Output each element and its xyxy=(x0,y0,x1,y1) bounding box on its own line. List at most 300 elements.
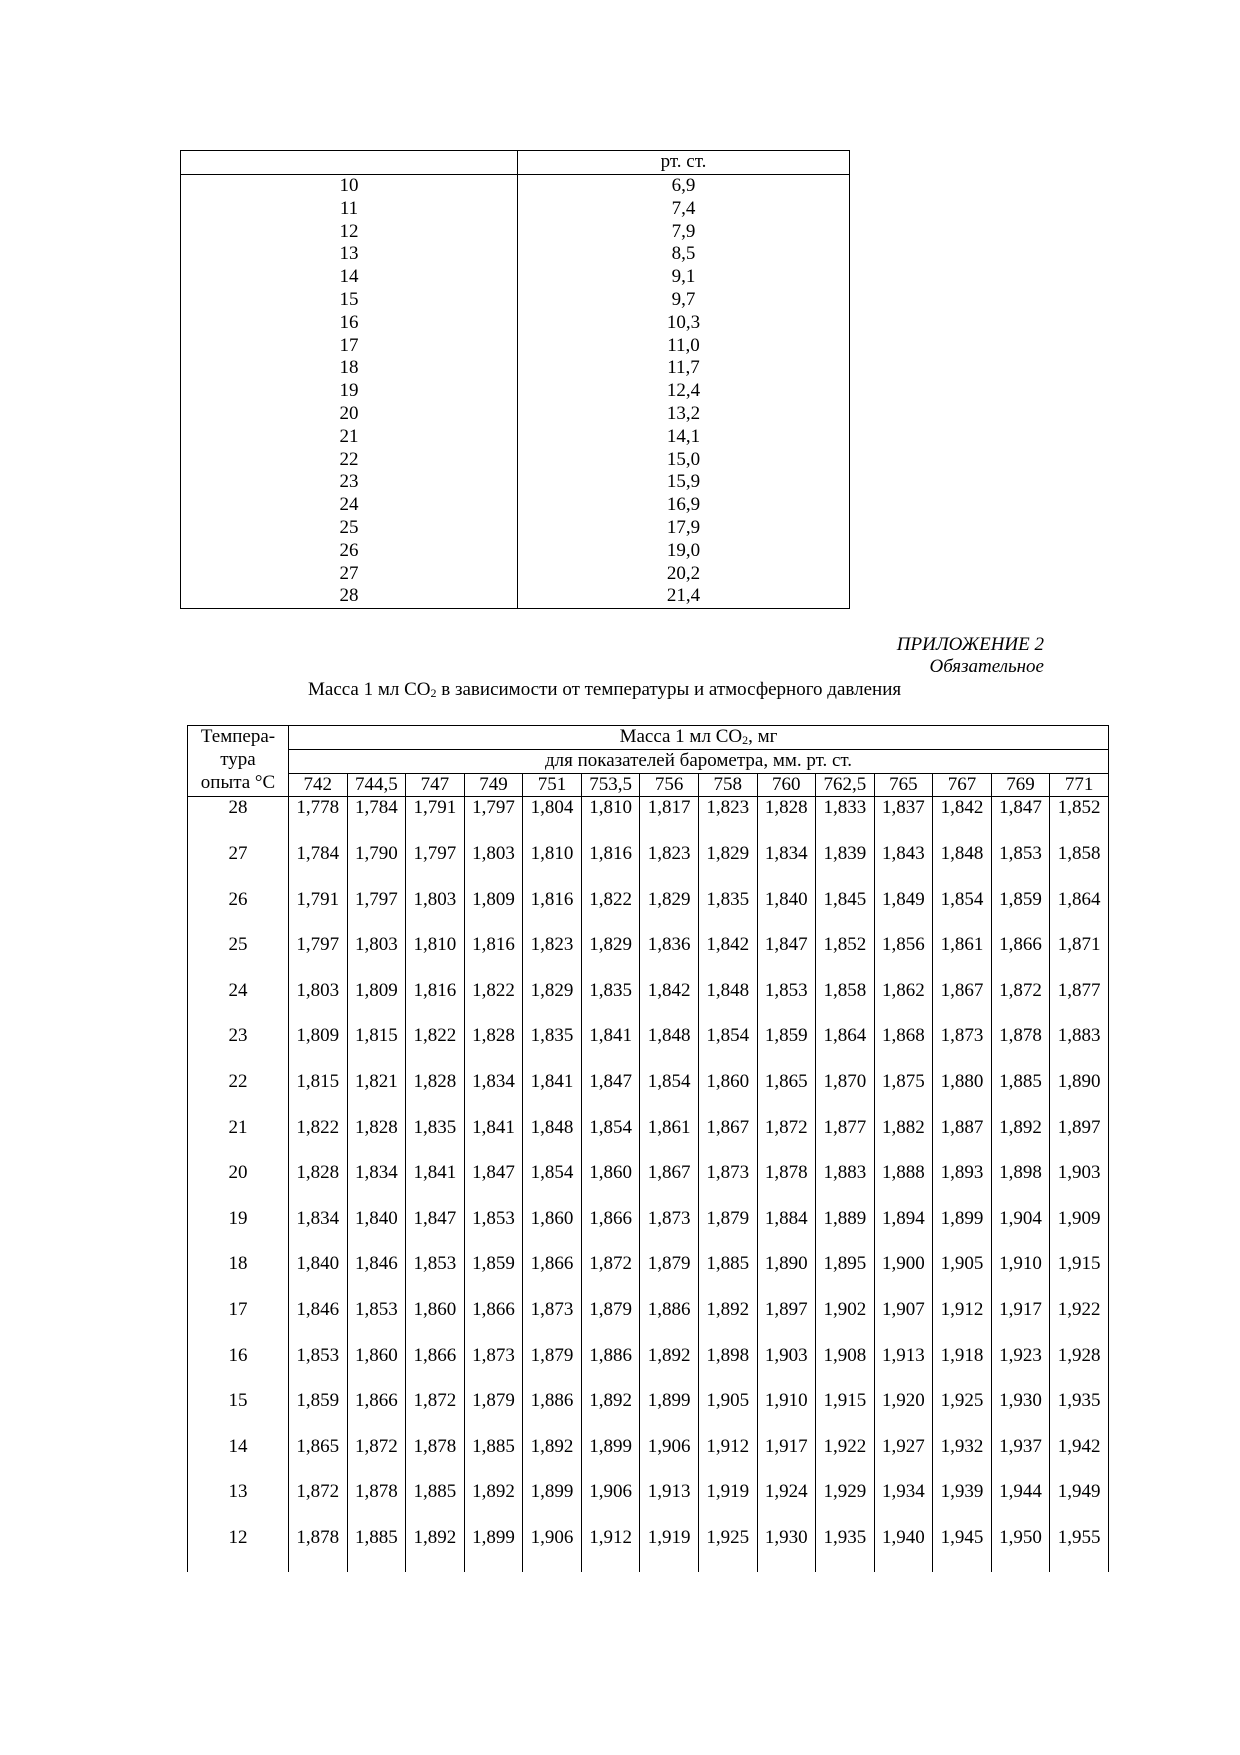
mass-value-cell: 1,879 xyxy=(523,1345,582,1391)
header-line: Темпера- xyxy=(200,726,276,747)
header-line: тура xyxy=(220,748,256,770)
mass-value-cell: 1,849 xyxy=(874,889,933,935)
table-row xyxy=(181,585,850,608)
temperature-cell: 15 xyxy=(188,1390,289,1436)
mass-value-cell: 1,853 xyxy=(464,1208,523,1254)
temperature-header xyxy=(188,726,289,797)
mass-value-cell: 1,861 xyxy=(640,1117,699,1163)
mass-value-cell: 1,845 xyxy=(816,889,875,935)
pressure-value-header: 756 xyxy=(640,773,699,797)
mass-value-cell: 1,865 xyxy=(289,1436,348,1482)
mass-value-cell: 1,829 xyxy=(640,889,699,935)
mass-value-cell: 1,899 xyxy=(933,1208,992,1254)
mass-value-cell: 1,853 xyxy=(991,843,1050,889)
mass-value-cell: 1,895 xyxy=(816,1253,875,1299)
table-row xyxy=(181,243,850,266)
mass-value-cell: 1,828 xyxy=(406,1071,465,1117)
pressure-value-header: 753,5 xyxy=(581,773,640,797)
table-row xyxy=(188,889,1109,935)
table-row xyxy=(188,1436,1109,1482)
mass-value-cell: 1,823 xyxy=(640,843,699,889)
mass-value-cell: 1,835 xyxy=(406,1117,465,1163)
mass-value-cell: 1,816 xyxy=(406,980,465,1026)
mass-value-cell: 1,803 xyxy=(347,934,406,980)
mass-value-cell: 1,872 xyxy=(581,1253,640,1299)
mass-value-cell: 1,892 xyxy=(698,1299,757,1345)
mass-value-cell: 1,885 xyxy=(406,1481,465,1527)
pressure-value-header: 747 xyxy=(406,773,465,797)
mass-value-cell: 1,927 xyxy=(874,1436,933,1482)
mass-value-cell: 1,847 xyxy=(757,934,816,980)
temperature-cell: 19 xyxy=(181,380,518,403)
table-row xyxy=(188,1299,1109,1345)
mass-value-cell: 1,877 xyxy=(1050,980,1109,1026)
mass-value-cell: 1,939 xyxy=(933,1481,992,1527)
mass-value-cell: 1,885 xyxy=(347,1527,406,1573)
mass-value-cell: 1,873 xyxy=(933,1025,992,1071)
table-row xyxy=(181,471,850,494)
temperature-cell: 27 xyxy=(181,563,518,586)
temperature-cell: 13 xyxy=(188,1481,289,1527)
mass-value-cell: 1,920 xyxy=(874,1390,933,1436)
mass-value-cell: 1,854 xyxy=(640,1071,699,1117)
mass-value-cell: 1,784 xyxy=(289,843,348,889)
mass-value-cell: 1,873 xyxy=(640,1208,699,1254)
temperature-cell: 24 xyxy=(188,980,289,1026)
pressure-cell: 12,4 xyxy=(518,380,850,403)
pressure-cell: 20,2 xyxy=(518,563,850,586)
mass-value-cell: 1,853 xyxy=(406,1253,465,1299)
mass-value-cell: 1,829 xyxy=(698,843,757,889)
mass-value-cell: 1,841 xyxy=(464,1117,523,1163)
table-row xyxy=(181,540,850,563)
mass-value-cell: 1,883 xyxy=(816,1162,875,1208)
temperature-cell: 11 xyxy=(181,198,518,221)
table-row xyxy=(188,1117,1109,1163)
mass-value-cell: 1,834 xyxy=(289,1208,348,1254)
mass-value-cell: 1,852 xyxy=(816,934,875,980)
pressure-cell: 10,3 xyxy=(518,312,850,335)
mass-value-cell: 1,864 xyxy=(816,1025,875,1071)
mass-value-cell: 1,889 xyxy=(816,1208,875,1254)
mass-value-cell: 1,949 xyxy=(1050,1481,1109,1527)
mass-value-cell: 1,878 xyxy=(757,1162,816,1208)
mass-value-cell: 1,925 xyxy=(698,1527,757,1573)
mass-value-cell: 1,842 xyxy=(698,934,757,980)
mass-value-cell: 1,867 xyxy=(698,1117,757,1163)
mass-value-cell: 1,872 xyxy=(347,1436,406,1482)
table-header-row xyxy=(188,726,1109,750)
mass-value-cell: 1,866 xyxy=(464,1299,523,1345)
appendix-status: Обязательное xyxy=(929,656,1044,677)
mass-value-cell: 1,906 xyxy=(640,1436,699,1482)
table-row xyxy=(188,1345,1109,1391)
mass-value-cell: 1,897 xyxy=(1050,1117,1109,1163)
mass-value-cell: 1,906 xyxy=(581,1481,640,1527)
mass-value-cell: 1,892 xyxy=(581,1390,640,1436)
title-subscript: 2 xyxy=(430,686,437,700)
temperature-cell: 28 xyxy=(181,585,518,608)
mass-value-cell: 1,848 xyxy=(698,980,757,1026)
temperature-cell: 18 xyxy=(181,357,518,380)
mass-value-cell: 1,837 xyxy=(874,797,933,843)
temperature-cell: 14 xyxy=(181,266,518,289)
mass-value-cell: 1,925 xyxy=(933,1390,992,1436)
mass-value-cell: 1,854 xyxy=(581,1117,640,1163)
mass-value-cell: 1,866 xyxy=(523,1253,582,1299)
temperature-cell: 22 xyxy=(181,449,518,472)
mass-value-cell: 1,934 xyxy=(874,1481,933,1527)
pressure-value-header: 744,5 xyxy=(347,773,406,797)
pressure-value-header: 749 xyxy=(464,773,523,797)
mass-value-cell: 1,848 xyxy=(933,843,992,889)
mass-value-cell: 1,910 xyxy=(757,1390,816,1436)
mass-value-cell: 1,841 xyxy=(406,1162,465,1208)
mass-value-cell: 1,905 xyxy=(698,1390,757,1436)
mass-value-cell: 1,905 xyxy=(933,1253,992,1299)
table-row xyxy=(181,312,850,335)
mass-value-cell: 1,816 xyxy=(581,843,640,889)
pressure-cell: 7,4 xyxy=(518,198,850,221)
pressure-value-header: 760 xyxy=(757,773,816,797)
pressure-cell: 9,1 xyxy=(518,266,850,289)
mass-value-cell: 1,879 xyxy=(464,1390,523,1436)
mass-value-cell: 1,804 xyxy=(523,797,582,843)
pressure-cell: 11,7 xyxy=(518,357,850,380)
temperature-cell: 17 xyxy=(188,1299,289,1345)
mass-value-cell: 1,872 xyxy=(991,980,1050,1026)
mass-header-text: Масса 1 мл CO xyxy=(619,726,743,747)
mass-value-cell: 1,866 xyxy=(406,1345,465,1391)
table-row xyxy=(188,1253,1109,1299)
mass-value-cell: 1,872 xyxy=(406,1390,465,1436)
pressure-cell: 7,9 xyxy=(518,221,850,244)
temperature-cell: 26 xyxy=(188,889,289,935)
mass-value-cell: 1,924 xyxy=(757,1481,816,1527)
pressure-value-header: 758 xyxy=(698,773,757,797)
mass-value-cell: 1,833 xyxy=(816,797,875,843)
pressure-cell: 8,5 xyxy=(518,243,850,266)
vapor-pressure-table xyxy=(180,150,850,609)
temperature-cell: 16 xyxy=(188,1345,289,1391)
mass-value-cell: 1,829 xyxy=(523,980,582,1026)
table-row xyxy=(181,494,850,517)
mass-value-cell: 1,903 xyxy=(1050,1162,1109,1208)
temperature-cell: 24 xyxy=(181,494,518,517)
mass-value-cell: 1,822 xyxy=(464,980,523,1026)
mass-value-cell: 1,930 xyxy=(991,1390,1050,1436)
mass-value-cell: 1,868 xyxy=(874,1025,933,1071)
mass-value-cell: 1,917 xyxy=(757,1436,816,1482)
mass-value-cell: 1,841 xyxy=(581,1025,640,1071)
mass-value-cell: 1,890 xyxy=(757,1253,816,1299)
mass-value-cell: 1,821 xyxy=(347,1071,406,1117)
mass-value-cell: 1,784 xyxy=(347,797,406,843)
mass-value-cell: 1,912 xyxy=(581,1527,640,1573)
mass-value-cell: 1,853 xyxy=(757,980,816,1026)
mass-value-cell: 1,872 xyxy=(289,1481,348,1527)
mass-value-cell: 1,815 xyxy=(289,1071,348,1117)
mass-value-cell: 1,822 xyxy=(289,1117,348,1163)
table-row xyxy=(188,1481,1109,1527)
mass-value-cell: 1,834 xyxy=(464,1071,523,1117)
mass-value-cell: 1,853 xyxy=(289,1345,348,1391)
temperature-cell: 17 xyxy=(181,335,518,358)
table-row xyxy=(181,198,850,221)
mass-value-cell: 1,878 xyxy=(406,1436,465,1482)
mass-header-unit: , мг xyxy=(748,726,778,747)
mass-value-cell: 1,919 xyxy=(640,1527,699,1573)
mass-value-cell: 1,834 xyxy=(347,1162,406,1208)
table-row xyxy=(181,221,850,244)
mass-value-cell: 1,842 xyxy=(933,797,992,843)
table-row xyxy=(181,266,850,289)
mass-value-cell: 1,884 xyxy=(757,1208,816,1254)
mass-value-cell: 1,888 xyxy=(874,1162,933,1208)
mass-value-cell: 1,917 xyxy=(991,1299,1050,1345)
mass-value-cell: 1,791 xyxy=(406,797,465,843)
mass-value-cell: 1,915 xyxy=(1050,1253,1109,1299)
mass-value-cell: 1,912 xyxy=(933,1299,992,1345)
pressure-cell: 9,7 xyxy=(518,289,850,312)
title-text: Масса 1 мл CO xyxy=(308,679,431,700)
mass-header xyxy=(289,726,1109,750)
mass-value-cell: 1,945 xyxy=(933,1527,992,1573)
mass-value-cell: 1,892 xyxy=(523,1436,582,1482)
mass-value-cell: 1,839 xyxy=(816,843,875,889)
mass-value-cell: 1,828 xyxy=(347,1117,406,1163)
mass-value-cell: 1,900 xyxy=(874,1253,933,1299)
table-row xyxy=(188,843,1109,889)
mass-value-cell: 1,834 xyxy=(757,843,816,889)
table-row xyxy=(181,403,850,426)
temperature-cell: 13 xyxy=(181,243,518,266)
mass-value-cell: 1,809 xyxy=(347,980,406,1026)
table-row xyxy=(188,1025,1109,1071)
mass-value-cell: 1,861 xyxy=(933,934,992,980)
mass-value-cell: 1,797 xyxy=(289,934,348,980)
mass-value-cell: 1,816 xyxy=(464,934,523,980)
pressure-header: для показателей барометра, мм. рт. ст. xyxy=(289,749,1109,773)
mass-value-cell: 1,937 xyxy=(991,1436,1050,1482)
temperature-cell: 14 xyxy=(188,1436,289,1482)
mass-value-cell: 1,856 xyxy=(874,934,933,980)
mass-value-cell: 1,913 xyxy=(640,1481,699,1527)
mass-value-cell: 1,872 xyxy=(757,1117,816,1163)
mass-value-cell: 1,854 xyxy=(698,1025,757,1071)
mass-value-cell: 1,864 xyxy=(1050,889,1109,935)
mass-value-cell: 1,866 xyxy=(347,1390,406,1436)
mass-value-cell: 1,892 xyxy=(464,1481,523,1527)
mass-value-cell: 1,867 xyxy=(640,1162,699,1208)
mass-value-cell: 1,797 xyxy=(347,889,406,935)
temperature-cell: 15 xyxy=(181,289,518,312)
pressure-cell: 15,0 xyxy=(518,449,850,472)
pressure-values-row xyxy=(188,773,1109,797)
mass-value-cell: 1,885 xyxy=(698,1253,757,1299)
pressure-cell: 19,0 xyxy=(518,540,850,563)
temperature-cell: 21 xyxy=(181,426,518,449)
mass-value-cell: 1,892 xyxy=(991,1117,1050,1163)
mass-value-cell: 1,803 xyxy=(406,889,465,935)
title-text-suffix: в зависимости от температуры и атмосферного давления xyxy=(436,679,902,700)
pressure-value-header: 771 xyxy=(1050,773,1109,797)
mass-value-cell: 1,860 xyxy=(406,1299,465,1345)
table-row xyxy=(188,1071,1109,1117)
pressure-value-header: 751 xyxy=(523,773,582,797)
mass-value-cell: 1,847 xyxy=(406,1208,465,1254)
mass-value-cell: 1,877 xyxy=(816,1117,875,1163)
temperature-cell: 25 xyxy=(188,934,289,980)
mass-value-cell: 1,870 xyxy=(816,1071,875,1117)
temperature-cell: 27 xyxy=(188,843,289,889)
mass-value-cell: 1,879 xyxy=(640,1253,699,1299)
temperature-cell: 19 xyxy=(188,1208,289,1254)
temperature-cell: 26 xyxy=(181,540,518,563)
mass-value-cell: 1,822 xyxy=(406,1025,465,1071)
header-cell: рт. ст. xyxy=(518,151,850,175)
mass-value-cell: 1,955 xyxy=(1050,1527,1109,1573)
mass-value-cell: 1,810 xyxy=(406,934,465,980)
mass-value-cell: 1,854 xyxy=(523,1162,582,1208)
mass-value-cell: 1,847 xyxy=(991,797,1050,843)
pressure-cell: 17,9 xyxy=(518,517,850,540)
mass-value-cell: 1,860 xyxy=(698,1071,757,1117)
pressure-value-header: 769 xyxy=(991,773,1050,797)
mass-value-cell: 1,878 xyxy=(347,1481,406,1527)
mass-value-cell: 1,803 xyxy=(289,980,348,1026)
appendix-label: ПРИЛОЖЕНИЕ 2 xyxy=(896,634,1044,655)
mass-value-cell: 1,848 xyxy=(523,1117,582,1163)
mass-value-cell: 1,922 xyxy=(1050,1299,1109,1345)
header-cell xyxy=(181,151,518,175)
mass-value-cell: 1,803 xyxy=(464,843,523,889)
table-row xyxy=(188,980,1109,1026)
mass-value-cell: 1,810 xyxy=(523,843,582,889)
mass-value-cell: 1,836 xyxy=(640,934,699,980)
table-row xyxy=(188,1162,1109,1208)
mass-value-cell: 1,899 xyxy=(581,1436,640,1482)
mass-value-cell: 1,892 xyxy=(406,1527,465,1573)
table-row xyxy=(181,175,850,198)
mass-value-cell: 1,929 xyxy=(816,1481,875,1527)
mass-value-cell: 1,810 xyxy=(581,797,640,843)
temperature-cell: 20 xyxy=(188,1162,289,1208)
table-row xyxy=(181,517,850,540)
table-row xyxy=(181,289,850,312)
table-row xyxy=(181,426,850,449)
mass-value-cell: 1,809 xyxy=(464,889,523,935)
mass-value-cell: 1,828 xyxy=(464,1025,523,1071)
temperature-cell: 10 xyxy=(181,175,518,198)
mass-value-cell: 1,940 xyxy=(874,1527,933,1573)
table-row xyxy=(181,380,850,403)
mass-value-cell: 1,823 xyxy=(523,934,582,980)
mass-value-cell: 1,848 xyxy=(640,1025,699,1071)
pressure-cell: 21,4 xyxy=(518,585,850,608)
temperature-cell: 12 xyxy=(181,221,518,244)
mass-value-cell: 1,828 xyxy=(289,1162,348,1208)
mass-value-cell: 1,944 xyxy=(991,1481,1050,1527)
table-row xyxy=(188,1527,1109,1573)
mass-value-cell: 1,886 xyxy=(581,1345,640,1391)
pressure-cell: 15,9 xyxy=(518,471,850,494)
mass-value-cell: 1,899 xyxy=(464,1527,523,1573)
table-row xyxy=(188,797,1109,843)
mass-value-cell: 1,828 xyxy=(757,797,816,843)
mass-value-cell: 1,878 xyxy=(289,1527,348,1573)
mass-value-cell: 1,885 xyxy=(991,1071,1050,1117)
mass-value-cell: 1,840 xyxy=(289,1253,348,1299)
mass-value-cell: 1,840 xyxy=(347,1208,406,1254)
mass-value-cell: 1,859 xyxy=(464,1253,523,1299)
mass-value-cell: 1,897 xyxy=(757,1299,816,1345)
mass-value-cell: 1,913 xyxy=(874,1345,933,1391)
mass-value-cell: 1,894 xyxy=(874,1208,933,1254)
mass-value-cell: 1,918 xyxy=(933,1345,992,1391)
mass-value-cell: 1,882 xyxy=(874,1117,933,1163)
mass-value-cell: 1,865 xyxy=(757,1071,816,1117)
mass-value-cell: 1,809 xyxy=(289,1025,348,1071)
mass-value-cell: 1,860 xyxy=(581,1162,640,1208)
co2-mass-table xyxy=(187,725,1109,1572)
mass-header-subscript: 2 xyxy=(742,733,749,747)
mass-value-cell: 1,930 xyxy=(757,1527,816,1573)
table-row xyxy=(181,563,850,586)
mass-value-cell: 1,835 xyxy=(581,980,640,1026)
mass-value-cell: 1,904 xyxy=(991,1208,1050,1254)
mass-value-cell: 1,915 xyxy=(816,1390,875,1436)
temperature-cell: 12 xyxy=(188,1527,289,1573)
mass-value-cell: 1,883 xyxy=(1050,1025,1109,1071)
mass-value-cell: 1,873 xyxy=(523,1299,582,1345)
pressure-cell: 11,0 xyxy=(518,335,850,358)
table-title xyxy=(308,679,901,701)
mass-value-cell: 1,846 xyxy=(347,1253,406,1299)
table-row xyxy=(188,934,1109,980)
table-row xyxy=(188,1390,1109,1436)
mass-value-cell: 1,823 xyxy=(698,797,757,843)
pressure-cell: 13,2 xyxy=(518,403,850,426)
mass-value-cell: 1,878 xyxy=(991,1025,1050,1071)
temperature-cell: 21 xyxy=(188,1117,289,1163)
pressure-value-header: 762,5 xyxy=(816,773,875,797)
mass-value-cell: 1,886 xyxy=(640,1299,699,1345)
mass-value-cell: 1,816 xyxy=(523,889,582,935)
mass-value-cell: 1,858 xyxy=(816,980,875,1026)
mass-value-cell: 1,906 xyxy=(523,1527,582,1573)
mass-value-cell: 1,899 xyxy=(523,1481,582,1527)
table-row xyxy=(188,1208,1109,1254)
mass-value-cell: 1,778 xyxy=(289,797,348,843)
mass-value-cell: 1,873 xyxy=(464,1345,523,1391)
mass-value-cell: 1,829 xyxy=(581,934,640,980)
mass-value-cell: 1,840 xyxy=(757,889,816,935)
temperature-cell: 18 xyxy=(188,1253,289,1299)
mass-value-cell: 1,873 xyxy=(698,1162,757,1208)
mass-value-cell: 1,835 xyxy=(523,1025,582,1071)
mass-value-cell: 1,880 xyxy=(933,1071,992,1117)
mass-value-cell: 1,890 xyxy=(1050,1071,1109,1117)
mass-value-cell: 1,950 xyxy=(991,1527,1050,1573)
temperature-cell: 28 xyxy=(188,797,289,843)
mass-value-cell: 1,791 xyxy=(289,889,348,935)
mass-value-cell: 1,912 xyxy=(698,1436,757,1482)
temperature-cell: 25 xyxy=(181,517,518,540)
mass-value-cell: 1,942 xyxy=(1050,1436,1109,1482)
mass-value-cell: 1,860 xyxy=(347,1345,406,1391)
pressure-value-header: 767 xyxy=(933,773,992,797)
